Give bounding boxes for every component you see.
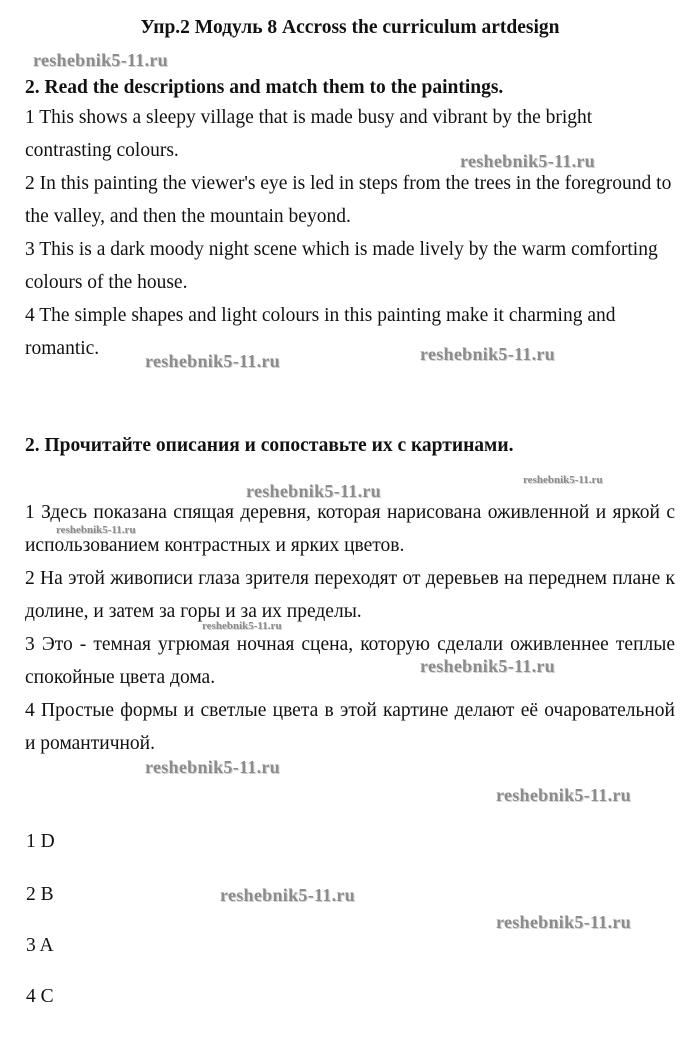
russian-item-1: 1 Здесь показана спящая деревня, которая нарисована оживленной и яркой с использованием контрастных и ярких цветов. xyxy=(25,502,675,556)
watermark: reshebnik5-11.ru xyxy=(420,344,555,364)
watermark: reshebnik5-11.ru xyxy=(145,757,280,777)
english-item-3: 3 This is a dark moody night scene which is made lively by the warm comforting colours of the house. xyxy=(25,239,658,293)
watermark: reshebnik5-11.ru xyxy=(496,912,631,932)
watermark: reshebnik5-11.ru xyxy=(145,351,280,371)
russian-item-2: 2 На этой живописи глаза зрителя переходят от деревьев на переднем плане к долине, и затем за горы и за их пределы. xyxy=(25,568,675,622)
watermark: reshebnik5-11.ru xyxy=(460,151,595,171)
watermark: reshebnik5-11.ru xyxy=(56,524,136,536)
english-heading: 2. Read the descriptions and match them to the paintings. xyxy=(25,77,504,98)
russian-item-4: 4 Простые формы и светлые цвета в этой картине делают её очаровательной и романтичной. xyxy=(25,700,675,754)
watermark: reshebnik5-11.ru xyxy=(202,620,282,632)
watermark: reshebnik5-11.ru xyxy=(420,656,555,676)
answer-3: 3 A xyxy=(26,935,54,956)
answer-1: 1 D xyxy=(26,831,55,852)
answer-2: 2 B xyxy=(26,884,54,905)
watermark: reshebnik5-11.ru xyxy=(496,785,631,805)
english-item-2: 2 In this painting the viewer's eye is led in steps from the trees in the foreground to the valley, and then the mountain beyond. xyxy=(25,173,672,227)
russian-heading: 2. Прочитайте описания и сопоставьте их с картинами. xyxy=(25,435,514,456)
english-item-1: 1 This shows a sleepy village that is made busy and vibrant by the bright contrasting colours. xyxy=(25,107,593,161)
answer-4: 4 C xyxy=(26,986,54,1007)
english-item-4: 4 The simple shapes and light colours in this painting make it charming and romantic. xyxy=(25,305,616,359)
watermark: reshebnik5-11.ru xyxy=(33,50,168,70)
watermark: reshebnik5-11.ru xyxy=(523,474,603,486)
page-title: Упр.2 Модуль 8 Accross the curriculum artdesign xyxy=(140,17,560,38)
watermark: reshebnik5-11.ru xyxy=(246,481,381,501)
russian-item-3: 3 Это - темная угрюмая ночная сцена, которую сделали оживленнее теплые спокойные цвета дома. xyxy=(25,634,675,688)
watermark: reshebnik5-11.ru xyxy=(220,885,355,905)
